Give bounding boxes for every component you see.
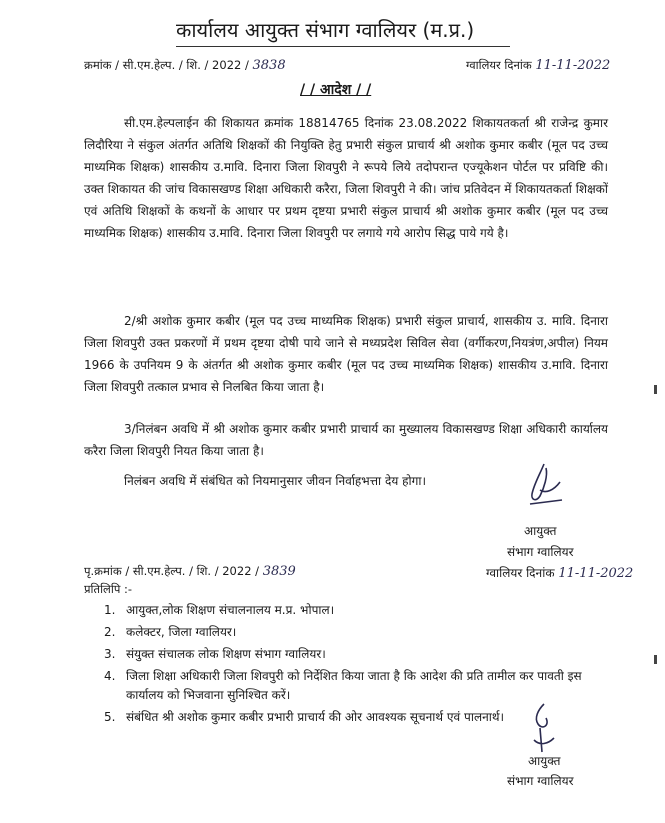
- signature-date-label: ग्वालियर दिनांक: [486, 566, 555, 580]
- reference-number-handwritten: 3838: [252, 58, 286, 73]
- margin-mark: [654, 655, 657, 664]
- title-underline: [176, 46, 510, 47]
- endorsement-reference-handwritten: 3839: [262, 564, 296, 579]
- signature-mark-1: [522, 460, 572, 520]
- reference-number-line: [84, 58, 286, 73]
- issue-date-label: ग्वालियर दिनांक: [466, 58, 532, 72]
- endorsement-reference-prefix: पृ.क्रमांक / सी.एम.हेल्प. / शि. / 2022 /: [84, 564, 260, 578]
- signatory-office-1: संभाग ग्वालियर: [507, 545, 574, 559]
- signature-date-line: [486, 564, 633, 581]
- list-item-text: कलेक्टर, जिला ग्वालियर।: [126, 625, 237, 639]
- list-item-number: 5.: [104, 710, 116, 724]
- paragraph-1: सी.एम.हेल्पलाईन की शिकायत क्रमांक 18814765 दिनांक 23.08.2022 शिकायतकर्ता श्री राजेन्द्र कुमार लिदौरिया ने संकुल अंतर्गत अतिथि शिक्षकों की नियुक्ति हेतु प्रभारी संकुल प्राचार्य श्री अशोक कुमार कबीर (मूल पद उच्च माध्यमिक शिक्षक) शासकीय उ.मावि. दिनारा जिला शिवपुरी ने रूपये लिये तदोपरान्त एज्यूकेशन पोर्टल पर प्रविष्टि की। उक्त शिकायत की जांच विकासखण्ड शिक्षा अधिकारी करैरा, जिला शिवपुरी ने की। जांच प्रतिवेदन में शिकायतकर्ता शिक्षकों एवं अतिथि शिक्षकों के कथनों के आधार पर प्रथम दृष्टया प्रभारी संकुल प्राचार्य श्री अशोक कुमार कबीर (मूल पद उच्च माध्यमिक शिक्षक) शासकीय उ.मावि. दिनारा जिला शिवपुरी पर लगाये गये आरोप सिद्ध पाये गये है।: [84, 116, 608, 240]
- signatory-office-2: संभाग ग्वालियर: [507, 774, 574, 788]
- list-item: [104, 645, 609, 664]
- issue-date-handwritten: 11-11-2022: [535, 58, 611, 73]
- copy-to-label: प्रतिलिपि :-: [84, 582, 133, 596]
- signature-date-handwritten: 11-11-2022: [558, 566, 634, 581]
- signatory-designation-1: आयुक्त: [524, 524, 557, 538]
- list-item-number: 3.: [104, 647, 116, 661]
- list-item-text: संबंधित श्री अशोक कुमार कबीर प्रभारी प्राचार्य की ओर आवश्यक सूचनार्थ एवं पालनार्थ।: [126, 710, 505, 724]
- margin-mark: [654, 385, 657, 394]
- list-item-text: संयुक्त संचालक लोक शिक्षण संभाग ग्वालियर।: [126, 647, 326, 661]
- paragraph-4: निलंबन अवधि में संबंधित को नियमानुसार जीवन निर्वाहभत्ता देय होगा।: [124, 474, 426, 488]
- list-item-text: जिला शिक्षा अधिकारी जिला शिवपुरी को निर्देशित किया जाता है कि आदेश की प्रति तामील कर पावती इस कार्यालय को भिजवाना सुनिश्चित करें।: [126, 669, 582, 702]
- issue-date-line: [466, 58, 610, 73]
- order-heading: / / आदेश / /: [300, 82, 372, 98]
- list-item-text: आयुक्त,लोक शिक्षण संचालनालय म.प्र. भोपाल।: [126, 603, 335, 617]
- paragraph-3: 3/निलंबन अवधि में श्री अशोक कुमार कबीर प्रभारी प्राचार्य का मुख्यालय विकासखण्ड शिक्षा अधिकारी कार्यालय करैरा जिला शिवपुरी नियत किया जाता है।: [84, 422, 608, 458]
- office-title: कार्यालय आयुक्त संभाग ग्वालियर (म.प्र.): [176, 18, 475, 42]
- reference-prefix: क्रमांक / सी.एम.हेल्प. / शि. / 2022 /: [84, 58, 249, 72]
- paragraph-2: 2/श्री अशोक कुमार कबीर (मूल पद उच्च माध्यमिक शिक्षक) प्रभारी संकुल प्राचार्य, शासकीय उ. मावि. दिनारा जिला शिवपुरी उक्त प्रकरणों में प्रथम दृष्टया दोषी पाये जाने से मध्यप्रदेश सिविल सेवा (वर्गीकरण,नियत्रंण,अपील) नियम 1966 के उपनियम 9 के अंतर्गत श्री अशोक कुमार कबीर (मूल पद उच्च माध्यमिक शिक्षक) शासकीय उ.मावि. दिनारा जिला शिवपुरी तत्काल प्रभाव से निलबित किया जाता है।: [84, 314, 608, 394]
- endorsement-reference-line: [84, 564, 296, 579]
- list-item-number: 4.: [104, 669, 116, 683]
- list-item: [104, 601, 609, 620]
- office-title-block: [176, 16, 474, 50]
- signatory-designation-2: आयुक्त: [528, 754, 561, 768]
- list-item: [104, 623, 609, 642]
- list-item-number: 1.: [104, 603, 116, 617]
- list-item-number: 2.: [104, 625, 116, 639]
- signature-mark-2: [524, 700, 564, 758]
